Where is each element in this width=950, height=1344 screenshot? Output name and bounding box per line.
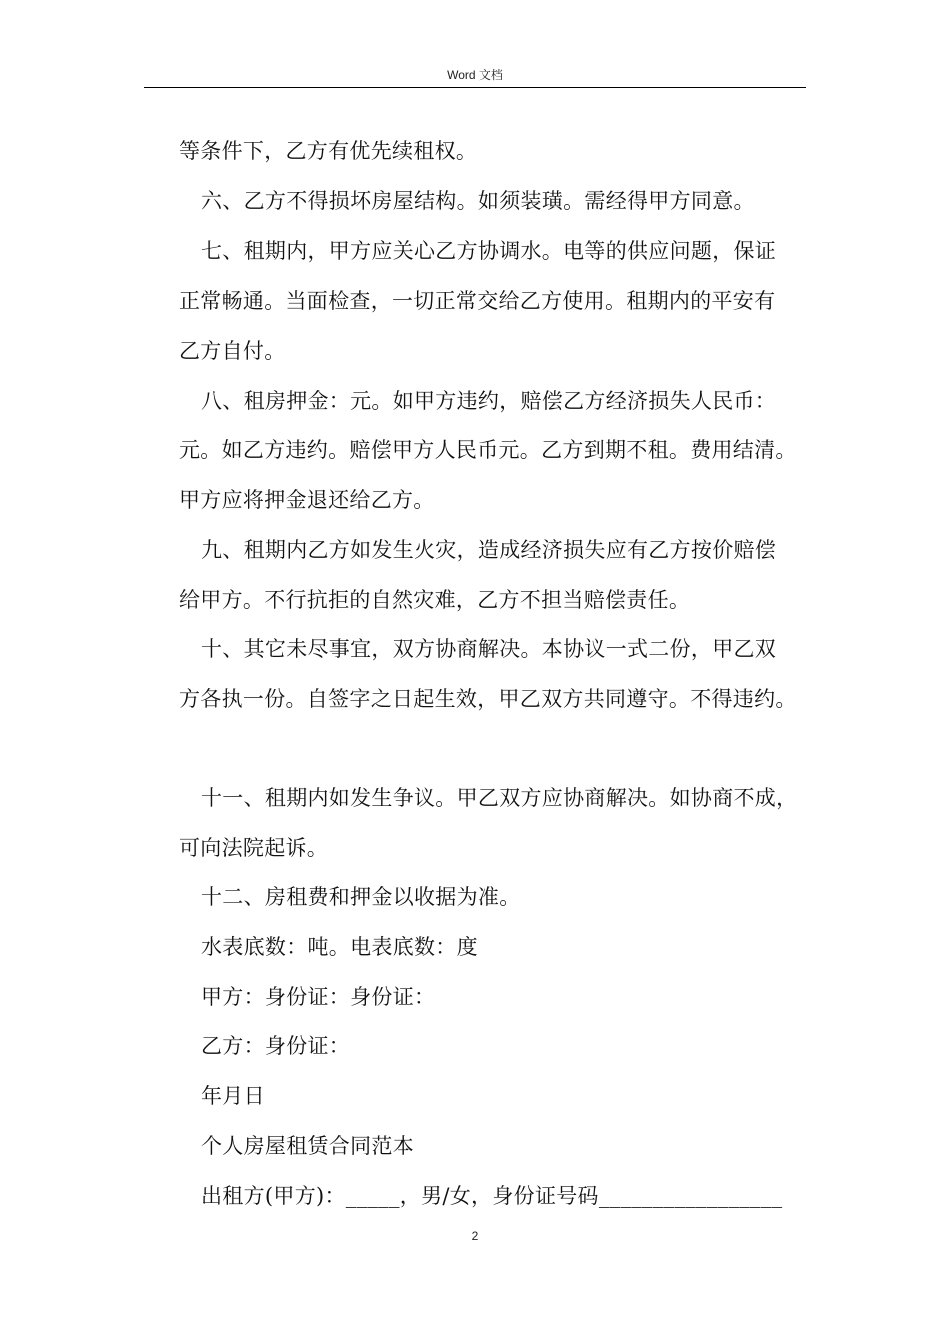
text-line: 乙方自付。 (179, 339, 286, 363)
text-line: 元。如乙方违约。赔偿甲方人民币元。乙方到期不租。费用结清。 (179, 438, 797, 462)
text-line: 七、租期内，甲方应关心乙方协调水。电等的供应问题，保证 (201, 239, 777, 263)
text-line: 方各执一份。自签字之日起生效，甲乙双方共同遵守。不得违约。 (179, 687, 797, 711)
text-line: 十二、房租费和押金以收据为准。 (201, 885, 521, 909)
text-line: 正常畅通。当面检查，一切正常交给乙方使用。租期内的平安有 (179, 289, 776, 313)
text-line: 个人房屋租赁合同范本 (201, 1134, 414, 1158)
page-header: Word 文档 (447, 68, 503, 82)
text-line: 乙方：身份证： (201, 1034, 351, 1058)
text-line: 年月日 (201, 1084, 265, 1108)
text-line: 等条件下，乙方有优先续租权。 (179, 139, 478, 163)
text-line: 甲方应将押金退还给乙方。 (179, 488, 435, 512)
text-line: 八、租房押金：元。如甲方违约，赔偿乙方经济损失人民币： (201, 389, 777, 413)
text-line: 可向法院起诉。 (179, 836, 329, 860)
text-line: 出租方(甲方)：_____，男/女，身份证号码_________________ (201, 1184, 783, 1208)
header-divider (144, 87, 806, 88)
text-line: 九、租期内乙方如发生火灾，造成经济损失应有乙方按价赔偿 (201, 538, 777, 562)
text-line: 甲方：身份证：身份证： (201, 985, 436, 1009)
text-line: 水表底数：吨。电表底数：度 (201, 935, 478, 959)
text-line: 给甲方。不行抗拒的自然灾难，乙方不担当赔偿责任。 (179, 588, 691, 612)
text-line: 十、其它未尽事宜，双方协商解决。本协议一式二份，甲乙双 (201, 637, 777, 661)
page-number: 2 (471, 1229, 479, 1243)
text-line: 十一、租期内如发生争议。甲乙双方应协商解决。如协商不成， (201, 786, 798, 810)
text-line: 六、乙方不得损坏房屋结构。如须装璜。需经得甲方同意。 (201, 189, 755, 213)
